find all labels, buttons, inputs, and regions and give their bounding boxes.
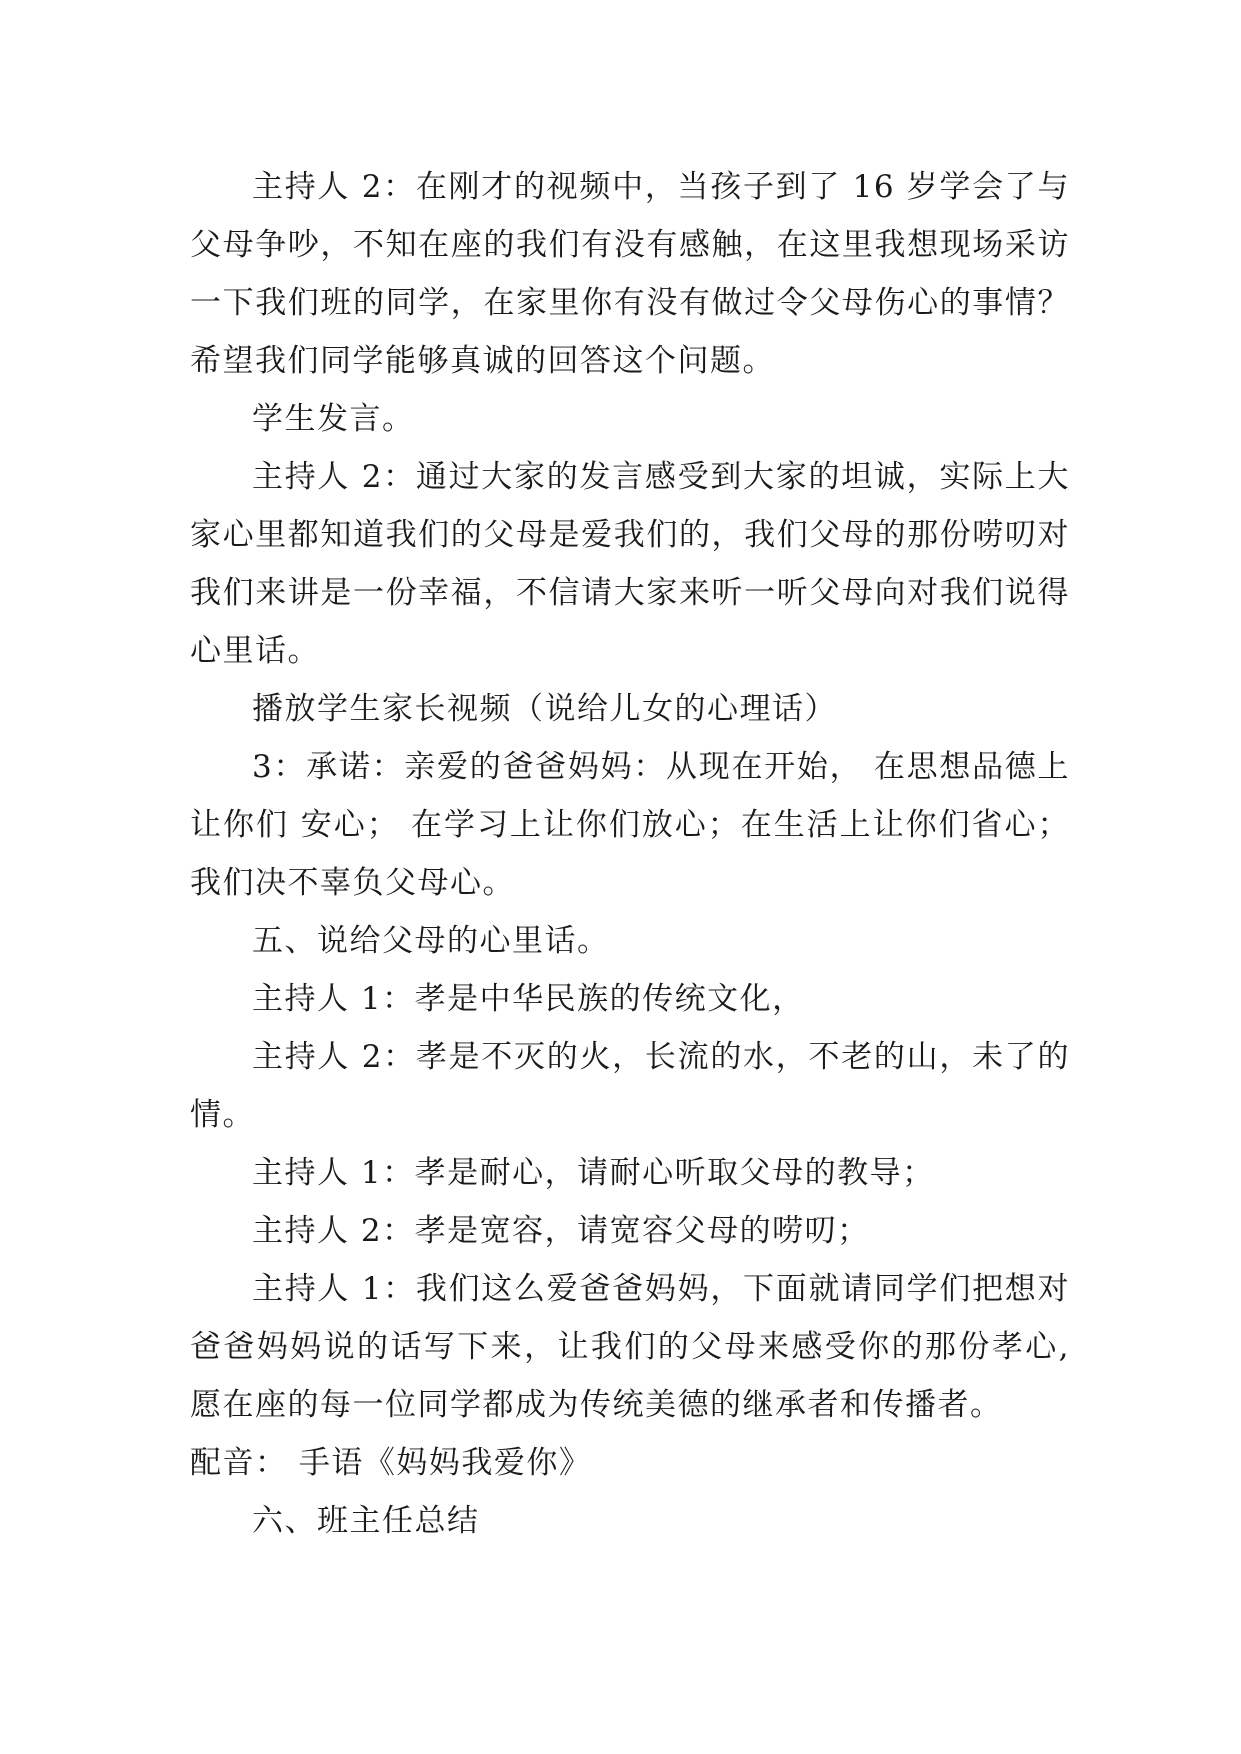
paragraph-host2-video: 主持人 2：在刚才的视频中，当孩子到了 16 岁学会了与父母争吵，不知在座的我们有没有感触，在这里我想现场采访一下我们班的同学，在家里你有没有做过令父母伤心的事情？希望我们同学能够真诚的回答这个问题。 [190, 169, 1070, 379]
paragraph-host1-patience: 主持人 1：孝是耐心，请耐心听取父母的教导； [252, 1155, 935, 1191]
section-heading-six: 六、班主任总结 [252, 1503, 480, 1539]
paragraph-host2-honesty: 主持人 2：通过大家的发言感受到大家的坦诚，实际上大家心里都知道我们的父母是爱我们的，我们父母的那份唠叨对我们来讲是一份幸福，不信请大家来听一听父母向对我们说得心里话。 [190, 459, 1070, 669]
paragraph-dubbing: 配音： 手语《妈妈我爱你》 [190, 1445, 592, 1481]
section-heading-five: 五、说给父母的心里话。 [252, 923, 610, 959]
paragraph-promise: 3：承诺：亲爱的爸爸妈妈：从现在开始， 在思想品德上让你们 安心； 在学习上让你们放心；在生活上让你们省心；我们决不辜负父母心。 [190, 749, 1070, 901]
paragraph-play-video: 播放学生家长视频（说给儿女的心理话） [252, 691, 837, 727]
paragraph-host1-culture: 主持人 1：孝是中华民族的传统文化， [252, 981, 805, 1017]
paragraph-host2-tolerance: 主持人 2：孝是宽容，请宽容父母的唠叨； [252, 1213, 870, 1249]
paragraph-host1-write: 主持人 1：我们这么爱爸爸妈妈，下面就请同学们把想对爸爸妈妈说的话写下来，让我们的父母来感受你的那份孝心,愿在座的每一位同学都成为传统美德的继承者和传播者。 [190, 1271, 1070, 1423]
paragraph-student-speech: 学生发言。 [252, 401, 415, 437]
document-body [190, 158, 1070, 1550]
paragraph-host2-fire: 主持人 2：孝是不灭的火，长流的水，不老的山，未了的情。 [190, 1039, 1070, 1133]
